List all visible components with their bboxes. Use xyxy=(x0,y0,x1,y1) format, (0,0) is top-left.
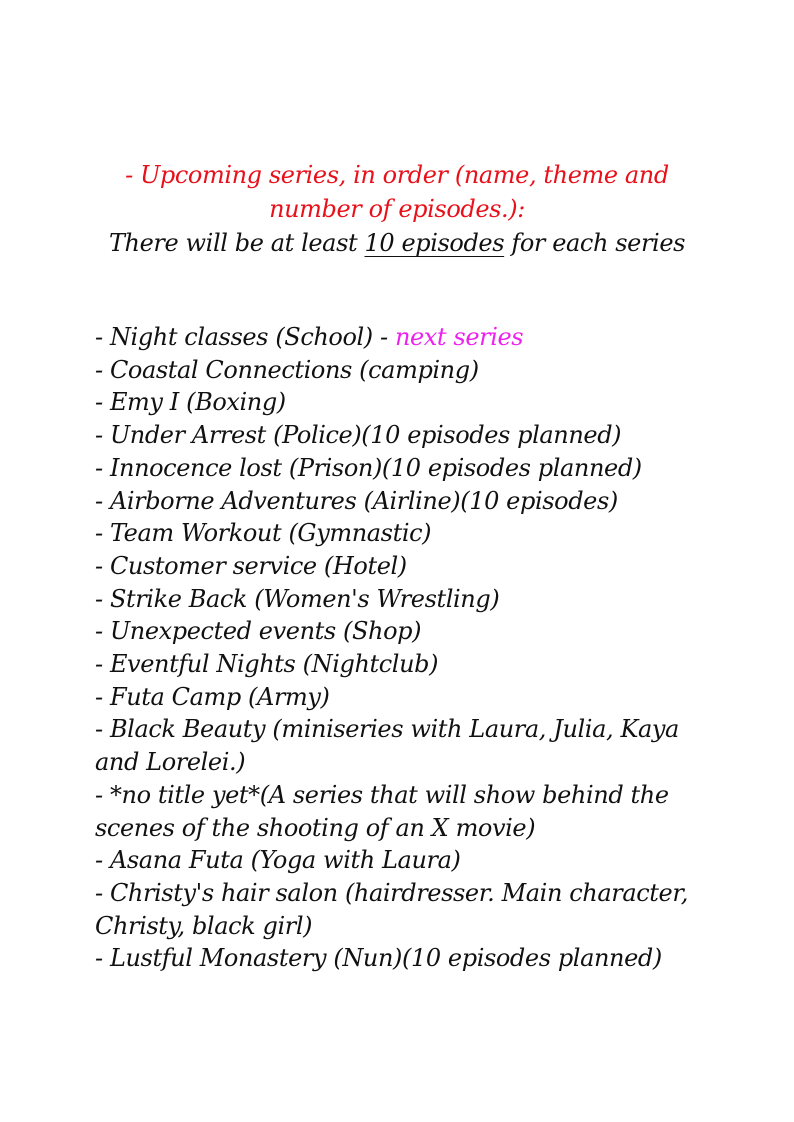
episodes-note-start: There will be at least xyxy=(108,229,365,257)
episodes-note xyxy=(100,226,694,260)
series-item: - Unexpected events (Shop) xyxy=(95,617,422,646)
series-item: - Strike Back (Women's Wrestling) xyxy=(95,584,500,613)
series-item: - Emy I (Boxing) xyxy=(95,388,286,417)
series-item: - Asana Futa (Yoga with Laura) xyxy=(95,846,461,875)
series-item: - Christy's hair salon (hairdresser. Main character, Christy, black girl) xyxy=(95,878,688,940)
series-list xyxy=(95,321,705,975)
next-series-label: next series xyxy=(394,323,524,351)
heading-block xyxy=(100,158,694,260)
series-item: - Airborne Adventures (Airline)(10 episodes) xyxy=(95,486,618,515)
series-item: - Innocence lost (Prison)(10 episodes planned) xyxy=(95,453,642,482)
episodes-note-underlined: 10 episodes xyxy=(364,229,505,257)
series-item-text: - Night classes (School) - xyxy=(95,323,395,351)
series-item: - Under Arrest (Police)(10 episodes planned) xyxy=(95,421,622,450)
series-item: - *no title yet*(A series that will show behind the scenes of the shooting of an X movie) xyxy=(95,780,669,842)
series-item: - Lustful Monastery (Nun)(10 episodes planned) xyxy=(95,944,662,973)
series-item: - Customer service (Hotel) xyxy=(95,551,407,580)
series-item: - Eventful Nights (Nightclub) xyxy=(95,650,439,679)
series-item: - Black Beauty (miniseries with Laura, Julia, Kaya and Lorelei.) xyxy=(95,715,679,777)
page-title: - Upcoming series, in order (name, theme and number of episodes.): xyxy=(125,161,669,223)
series-item xyxy=(95,321,705,354)
series-item: - Team Workout (Gymnastic) xyxy=(95,519,432,548)
series-item: - Futa Camp (Army) xyxy=(95,682,330,711)
episodes-note-end: for each series xyxy=(504,229,686,257)
series-item: - Coastal Connections (camping) xyxy=(95,355,479,384)
